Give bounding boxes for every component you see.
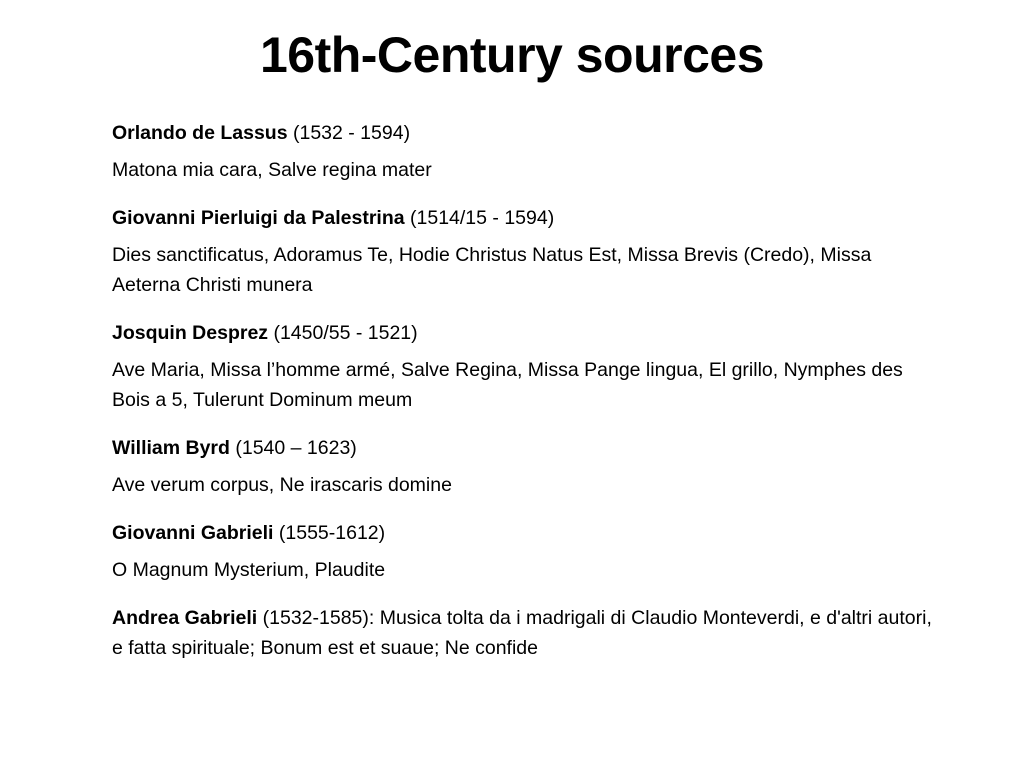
composer-heading bbox=[112, 518, 942, 548]
composer-dates: (1514/15 - 1594) bbox=[404, 207, 555, 229]
composer-heading bbox=[112, 318, 942, 348]
composer-entry-giovanni-gabrieli bbox=[112, 518, 942, 585]
composer-entry-lassus bbox=[112, 118, 942, 185]
composer-heading bbox=[112, 118, 942, 148]
composer-name: Josquin Desprez bbox=[112, 322, 269, 344]
composer-entry-josquin bbox=[112, 318, 942, 415]
composer-works: O Magnum Mysterium, Plaudite bbox=[112, 559, 386, 581]
composer-dates: (1532 - 1594) bbox=[287, 122, 411, 144]
composer-works: Matona mia cara, Salve regina mater bbox=[112, 159, 432, 181]
composer-dates: (1450/55 - 1521) bbox=[268, 322, 418, 344]
composer-name: Giovanni Gabrieli bbox=[112, 522, 274, 544]
composer-dates: (1540 – 1623) bbox=[229, 437, 357, 459]
composer-works: Ave Maria, Missa l’homme armé, Salve Regina, Missa Pange lingua, El grillo, Nymphes des Bois a 5, Tulerunt Dominum meum bbox=[112, 359, 903, 411]
composer-dates-and-works: (1532-1585): Musica tolta da i madrigali di Claudio Monteverdi, e d'altri autori, e fatta spirituale; Bonum est et suaue; Ne confide bbox=[112, 607, 932, 659]
composer-heading bbox=[112, 433, 942, 463]
composer-list bbox=[112, 118, 942, 681]
composer-name: Orlando de Lassus bbox=[112, 122, 288, 144]
composer-entry-andrea-gabrieli bbox=[112, 603, 942, 663]
slide-title: 16th-Century sources bbox=[259, 27, 765, 83]
composer-works: Ave verum corpus, Ne irascaris domine bbox=[112, 474, 452, 496]
composer-entry-palestrina bbox=[112, 203, 942, 300]
composer-name: Andrea Gabrieli bbox=[112, 607, 258, 629]
composer-heading bbox=[112, 603, 942, 663]
composer-heading bbox=[112, 203, 942, 233]
composer-name: Giovanni Pierluigi da Palestrina bbox=[112, 207, 405, 229]
composer-works: Dies sanctificatus, Adoramus Te, Hodie Christus Natus Est, Missa Brevis (Credo), Missa Aeterna Christi munera bbox=[112, 244, 872, 296]
composer-dates: (1555-1612) bbox=[273, 522, 386, 544]
composer-entry-byrd bbox=[112, 433, 942, 500]
composer-name: William Byrd bbox=[112, 437, 230, 459]
